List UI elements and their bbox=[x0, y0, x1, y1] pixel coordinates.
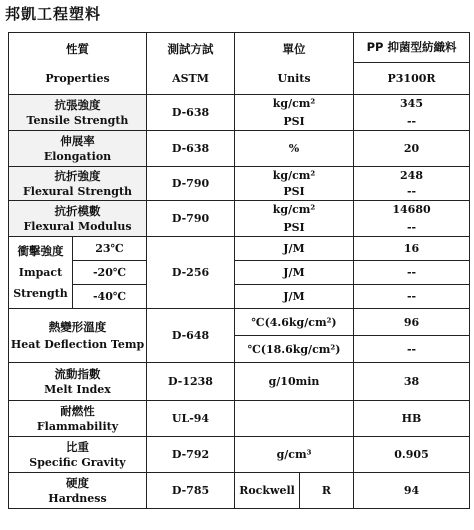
flexural-strength-value-2: -- bbox=[354, 184, 470, 201]
header-properties bbox=[9, 33, 147, 95]
header-properties-en: Properties bbox=[45, 71, 110, 85]
impact-value-2: -- bbox=[354, 261, 470, 285]
hardness-en: Hardness bbox=[48, 491, 107, 505]
impact-temp-2: -20℃ bbox=[73, 261, 147, 285]
flexural-modulus-value-1: 14680 bbox=[354, 201, 470, 219]
specific-gravity-zh: 比重 bbox=[66, 439, 89, 454]
impact-en-1: Impact bbox=[18, 266, 63, 279]
row-flexural-modulus-label bbox=[9, 201, 147, 237]
hardness-zh: 硬度 bbox=[66, 475, 89, 490]
specific-gravity-en: Specific Gravity bbox=[29, 455, 126, 469]
tensile-en: Tensile Strength bbox=[26, 113, 129, 127]
melt-index-en: Melt Index bbox=[44, 382, 111, 396]
hdt-unit-2: ℃(18.6kg/cm²) bbox=[235, 336, 354, 363]
header-properties-zh: 性質 bbox=[66, 41, 89, 56]
impact-value-1: 16 bbox=[354, 237, 470, 261]
properties-table bbox=[8, 32, 470, 509]
header-unit-en: Units bbox=[277, 71, 311, 85]
hardness-unit: Rockwell bbox=[235, 473, 300, 509]
flexural-strength-unit-1: kg/cm² bbox=[235, 167, 354, 184]
flammability-zh: 耐燃性 bbox=[60, 403, 95, 418]
flexural-strength-en: Flexural Strength bbox=[22, 184, 133, 198]
flexural-modulus-value-2: -- bbox=[354, 219, 470, 237]
impact-unit-1: J/M bbox=[235, 237, 354, 261]
row-flexural-strength-label bbox=[9, 167, 147, 201]
header-method-zh: 測試方試 bbox=[167, 41, 214, 56]
flexural-strength-unit-2: PSI bbox=[235, 184, 354, 201]
row-hardness-label bbox=[9, 473, 147, 509]
row-tensile-label bbox=[9, 95, 147, 131]
specific-gravity-value: 0.905 bbox=[354, 437, 470, 473]
tensile-value-2: -- bbox=[354, 113, 470, 131]
flexural-strength-method: D-790 bbox=[147, 167, 235, 201]
header-method bbox=[147, 33, 235, 95]
tensile-method: D-638 bbox=[147, 95, 235, 131]
row-flammability-label bbox=[9, 401, 147, 437]
tensile-zh: 抗張強度 bbox=[54, 97, 101, 112]
flexural-modulus-zh: 抗折模數 bbox=[54, 203, 101, 218]
hardness-value: 94 bbox=[354, 473, 470, 509]
hardness-scale: R bbox=[300, 473, 354, 509]
impact-method: D-256 bbox=[147, 237, 235, 309]
tensile-unit-2: PSI bbox=[235, 113, 354, 131]
melt-index-value: 38 bbox=[354, 363, 470, 401]
hardness-method: D-785 bbox=[147, 473, 235, 509]
flammability-method: UL-94 bbox=[147, 401, 235, 437]
impact-temp-1: 23℃ bbox=[73, 237, 147, 261]
flexural-strength-zh: 抗折強度 bbox=[54, 168, 101, 183]
flexural-modulus-method: D-790 bbox=[147, 201, 235, 237]
impact-value-3: -- bbox=[354, 285, 470, 309]
header-units bbox=[235, 33, 354, 95]
row-hdt-label bbox=[9, 309, 147, 363]
impact-unit-3: J/M bbox=[235, 285, 354, 309]
flexural-modulus-en: Flexural Modulus bbox=[23, 219, 132, 233]
melt-index-zh: 流動指數 bbox=[54, 366, 101, 381]
header-product-code: P3100R bbox=[354, 63, 470, 95]
flexural-modulus-unit-2: PSI bbox=[235, 219, 354, 237]
tensile-unit-1: kg/cm² bbox=[235, 95, 354, 113]
flexural-strength-value-1: 248 bbox=[354, 167, 470, 184]
flammability-value: HB bbox=[354, 401, 470, 437]
hdt-zh: 熱變形溫度 bbox=[48, 319, 107, 334]
melt-index-method: D-1238 bbox=[147, 363, 235, 401]
hdt-value-1: 96 bbox=[354, 309, 470, 336]
header-unit-zh: 單位 bbox=[282, 41, 306, 56]
elongation-en: Elongation bbox=[43, 149, 112, 163]
elongation-unit: % bbox=[235, 131, 354, 167]
impact-temp-3: -40℃ bbox=[73, 285, 147, 309]
row-specific-gravity-label bbox=[9, 437, 147, 473]
specific-gravity-unit: g/cm³ bbox=[235, 437, 354, 473]
flammability-unit bbox=[235, 401, 354, 437]
row-melt-index-label bbox=[9, 363, 147, 401]
row-elongation-label bbox=[9, 131, 147, 167]
impact-unit-2: J/M bbox=[235, 261, 354, 285]
impact-en-2: Strength bbox=[13, 287, 68, 300]
tensile-value-1: 345 bbox=[354, 95, 470, 113]
row-impact-label bbox=[9, 237, 73, 309]
flammability-en: Flammability bbox=[36, 419, 119, 433]
melt-index-unit: g/10min bbox=[235, 363, 354, 401]
flexural-modulus-unit-1: kg/cm² bbox=[235, 201, 354, 219]
hdt-en: Heat Deflection Temp bbox=[10, 337, 145, 351]
header-product: PP 抑菌型紡織料 bbox=[354, 33, 470, 63]
elongation-method: D-638 bbox=[147, 131, 235, 167]
impact-zh: 衝擊強度 bbox=[17, 244, 64, 258]
hdt-value-2: -- bbox=[354, 336, 470, 363]
hdt-unit-1: ℃(4.6kg/cm²) bbox=[235, 309, 354, 336]
elongation-value: 20 bbox=[354, 131, 470, 167]
page-title: 邦凱工程塑料 bbox=[5, 5, 102, 23]
header-method-en: ASTM bbox=[172, 71, 209, 85]
hdt-method: D-648 bbox=[147, 309, 235, 363]
specific-gravity-method: D-792 bbox=[147, 437, 235, 473]
elongation-zh: 伸展率 bbox=[60, 133, 95, 148]
